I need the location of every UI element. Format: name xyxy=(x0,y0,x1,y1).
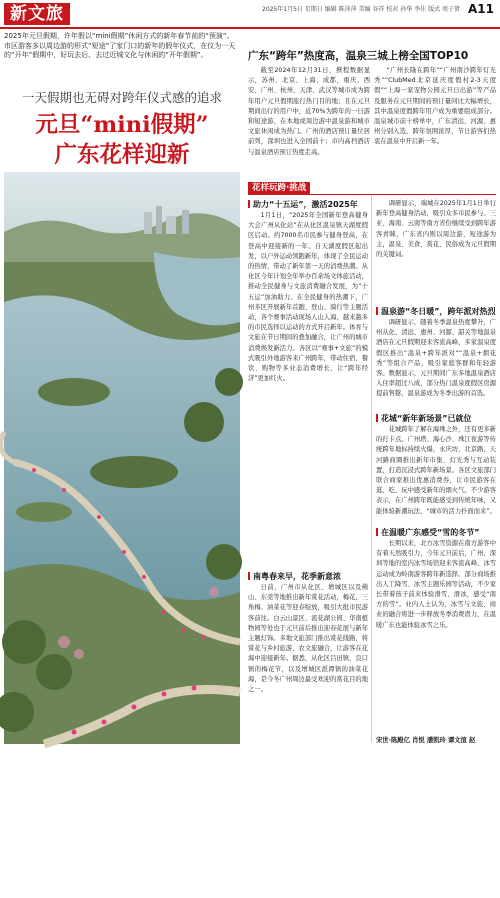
reporter-signature: 宋世·陈殿亿 肖悦 潘凯玲 谭文渲 赵 xyxy=(376,737,476,744)
lakeside-marathon-illustration xyxy=(4,172,240,744)
flowers-body xyxy=(248,583,368,743)
subhead-new-scenes: 花城“新年新场景”已就位 xyxy=(376,413,472,424)
article-col-2 xyxy=(374,66,496,178)
new-scenes-body xyxy=(376,425,496,520)
header-rule xyxy=(0,27,500,29)
body-paragraph: 日前，广州市从化区、增城区以及佛山、东莞等地推出新年赏花活动，梅花、三角梅、油菜花等迎春绽放，吸引大批市民游客前往。白云山景区、流花湖公园、华南植物园等处也于元旦前后推出迎春花展与新年主题灯饰。多地文旅部门推出赏花线路，将赏花与乡村旅游、农文旅融合，让游客在花海中迎接新年。据悉，从化区吕田镇、良口镇的梅花节，以及增城区派潭镇的油菜花海，是今冬广州周边最受欢迎的赏花目的地之一。 xyxy=(248,584,368,694)
subhead-snow: 在温暖广东感受“雪的冬节” xyxy=(376,527,480,538)
kicker: 一天假期也无碍对跨年仪式感的追求 xyxy=(21,90,222,105)
subhead-hotspring: 温泉游“冬日暖”，跨年派对热烈 xyxy=(376,306,496,317)
body-paragraph: 花城跨年了解在海珠之外，还有更多新的打卡点。广州塔、海心沙、珠江夜游等传统跨年地标持续火爆，永庆坊、北京路、天河路商圈推出新年市集、灯光秀与互动装置，打造沉浸式跨年新场景。各区文旅部门联合商家推出优惠消费券，让市民游客在逛、吃、玩中感受新年的烟火气。不少游客表示，在广州跨年既能感受到传统年味，又能体验新潮玩法，“城市的活力扑面而来”。 xyxy=(376,426,496,515)
article-col-1 xyxy=(248,66,370,178)
article-paragraph: 截至2024年12月31日，携程数据显示，苏州、北京、上海、成都、重庆、西安、广州、杭州、天津、武汉等城市成为跨年用户元旦假期旅行热门目的地；且在元旦期间出行的用户中，近70%为跨年的一日游和短途游，在本地或周边游中温泉游和城市文旅休闲成为热门。广州的酒店预订量位居前列，深圳也进入全国前十；市内高档酒店与温泉酒店预订热度走高。 xyxy=(248,67,370,156)
lead-photo xyxy=(4,172,240,897)
photo-caption: 新年第一天，2025惠州马拉松赛道在湖畔吸引路跑爱好者和市民游客参与跨年活动。 xyxy=(84,879,238,897)
page-number: A11 xyxy=(468,2,494,16)
sports-body xyxy=(248,211,368,566)
headline-line-2: 广东花样迎新 xyxy=(54,142,190,168)
hotspring-body xyxy=(376,318,496,408)
masthead xyxy=(0,0,500,26)
headline-line-1: 元旦“mini假期” xyxy=(35,112,209,138)
banner-rule xyxy=(248,194,496,195)
article-title: 广东“跨年”热度高，温泉三城上榜全国TOP10 xyxy=(248,50,469,62)
issue-info: 2025年1月5日 星期日 编辑 陈萍萍 美编 谷祥 校对 孙华 李佳 版式 周子贤 xyxy=(262,6,460,13)
subhead-flowers: 南粤春来早，花季新意浓 xyxy=(248,571,341,582)
body-paragraph: 调研显示，随着冬季温泉热度攀升，广州从化、清远、惠州、河源、韶关等地温泉酒店在元旦假期迎来客流高峰，多家温泉度假区推出“温泉+跨年派对”“温泉+烟花秀”等组合产品，吸引家庭客群和年轻游客。数据显示，元旦期间广东多地温泉酒店入住率超过八成，部分热门温泉度假区房源提前售罄，温泉游成为冬季出游的首选。 xyxy=(376,319,496,398)
headline xyxy=(4,110,240,170)
right-top-body xyxy=(376,199,496,299)
snow-body xyxy=(376,539,496,732)
body-paragraph: 长期以来，北方冰雪资源在南方游客中有着天然吸引力，今年元旦前后，广州、深圳等地的室内冰雪场馆迎来客流高峰，冰雪运动成为岭南游客跨年新选择。部分商场推出人工降雪、冰雪主题乐园等活动，不少家长带着孩子前来体验滑雪、滑冰，感受“南方的雪”。业内人士认为，冰雪与文旅、商业的融合将进一步释放冬季消费潜力，在温暖广东也能体验冰雪之乐。 xyxy=(376,540,496,629)
body-paragraph: 1月1日，“2025年全国新年登高健身大会广州从化站”在从化区温泉镇天湖度假区启动。约7000名市民参与健身登高，在登高中迎接新的一年。自天湖度假区起出发，以户外运动领跑新年，体现了全民运动的热情，带动了新年第一天的消费热潮。从化区今年计划全年举办百余场文体旅活动，推动全民健身与文旅消费融合发展，为“十五运”加油助力。在全民健身的热潮下，广州多区开展新年首跑、登山、骑行等主题活动，各个赛事活动现场人山人海，越来越多的市民选择以运动的方式开启新年。体育与文旅在节日期间的叠加融合，让广州的城市消费焕发新活力。各区以“赛事+文旅”的模式吸引外地游客来广州跨年，带动住宿、餐饮、购物等多业态消费增长，让“跨年经济”更加红火。 xyxy=(248,212,368,383)
article-paragraph: “广州长隆在跨年”“广州南沙跨年灯光秀”“ClubMed北京延庆度假村2-3天度假”“上海一家宠物公园元旦日出游”等产品及服务在元旦期间的预订量同比大幅增长，其中温泉度假跨年用户成为重要组成部分。温泉城市前十榜单中，广东清远、河源、惠州分别入选，跨年氛围浓厚，节日游客们热衷在温泉中开启新一年。 xyxy=(374,67,496,146)
lead-paragraph: 2025年元旦假期，许年假以“mini假期”休闲方式的新年春节前的“预演”。市区游客多以周边游的形式“短途”了家门口的新年的假年仪式，在仪为一天的“开年”假期中，好玩去后、去过近城文化与休闲的“开年假期”。 xyxy=(4,32,236,60)
column-divider xyxy=(371,196,372,742)
body-paragraph: 调研显示，端城在2025年1月1日举行新年登高健身活动，吸引众多市民参与。三亚、海南、云南等南方省份继续受到跨年游客青睐，广东省内则以周边游、短途游为主，温泉、美食、赏花、民俗成为元旦假期的关键词。 xyxy=(376,200,496,259)
subhead-sports: 助力“十五运”，激活2025年 xyxy=(248,199,358,210)
section-banner: 花样玩跨·挑战 xyxy=(248,182,310,195)
section-badge: 新文旅 xyxy=(4,3,70,25)
